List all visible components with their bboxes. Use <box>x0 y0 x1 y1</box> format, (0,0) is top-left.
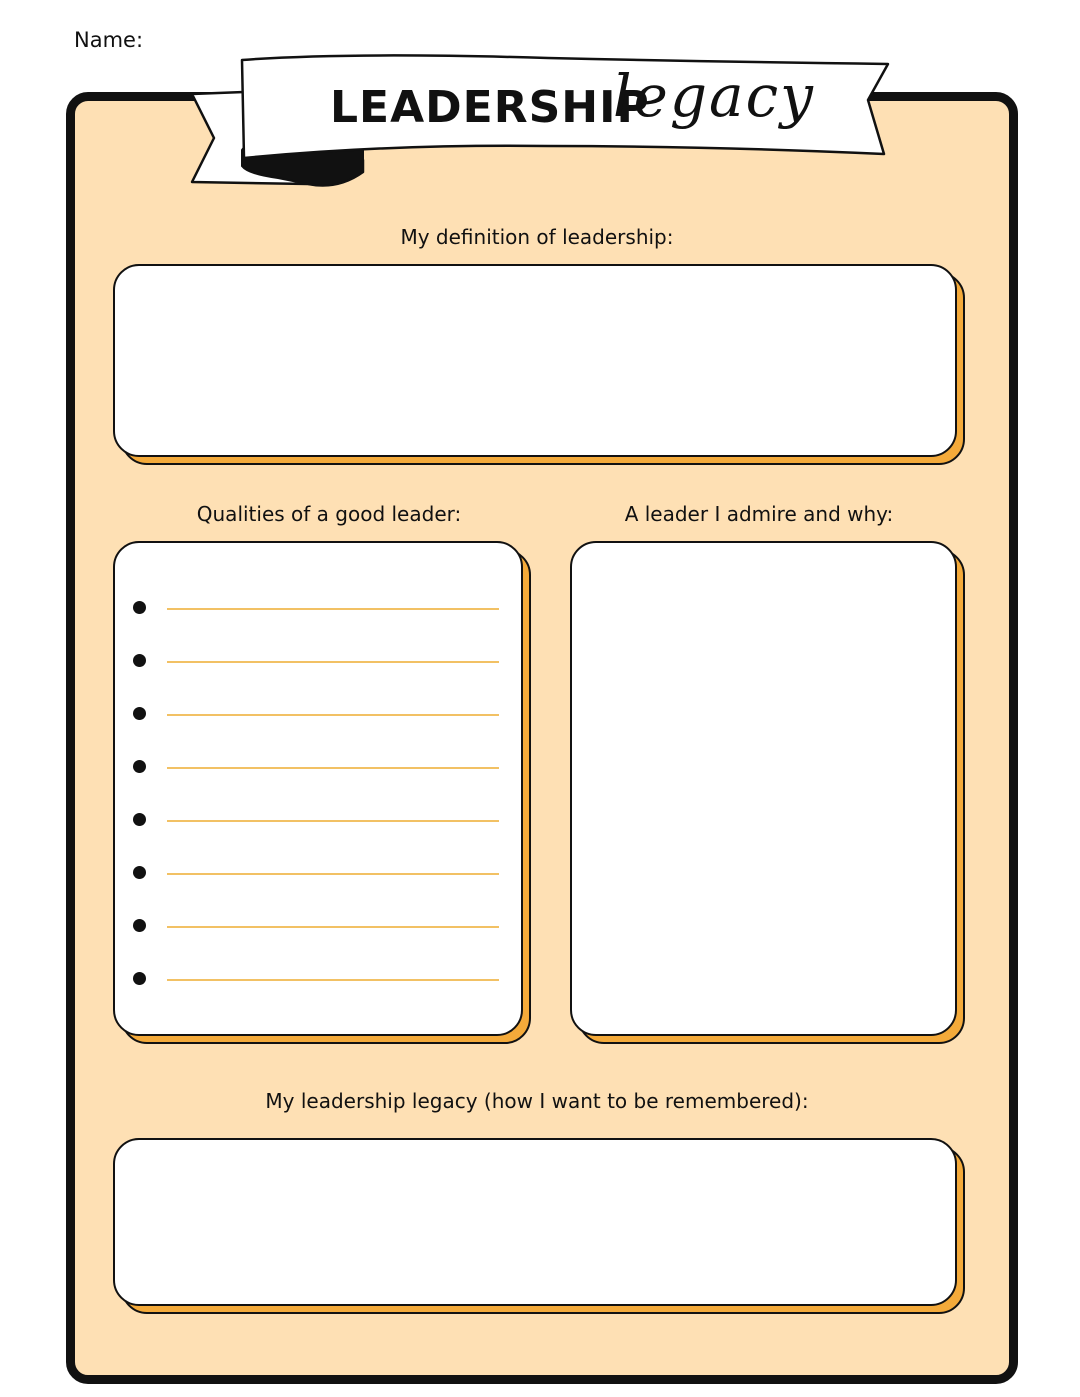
banner-title-bold: LEADERSHIP <box>330 82 650 133</box>
definition-box[interactable] <box>113 264 957 457</box>
bullet-icon <box>133 866 146 879</box>
name-label: Name: <box>74 28 144 52</box>
bullet-icon <box>133 760 146 773</box>
list-item[interactable] <box>133 972 499 986</box>
bullet-icon <box>133 601 146 614</box>
list-item[interactable] <box>133 601 499 615</box>
admire-writing-area[interactable] <box>570 541 957 1036</box>
list-item[interactable] <box>133 919 499 933</box>
legacy-box[interactable] <box>113 1138 957 1306</box>
list-item[interactable] <box>133 760 499 774</box>
admire-box[interactable] <box>570 541 957 1036</box>
definition-label: My definition of leadership: <box>400 225 674 249</box>
bullet-icon <box>133 654 146 667</box>
qualities-writing-area[interactable] <box>113 541 523 1036</box>
qualities-label: Qualities of a good leader: <box>196 502 462 526</box>
definition-writing-area[interactable] <box>113 264 957 457</box>
bullet-icon <box>133 707 146 720</box>
banner-title-script: legacy <box>613 62 815 130</box>
title-banner <box>188 54 892 190</box>
legacy-writing-area[interactable] <box>113 1138 957 1306</box>
qualities-box[interactable] <box>113 541 523 1036</box>
bullet-icon <box>133 919 146 932</box>
bullet-icon <box>133 972 146 985</box>
list-item[interactable] <box>133 813 499 827</box>
list-item[interactable] <box>133 707 499 721</box>
bullet-icon <box>133 813 146 826</box>
legacy-label: My leadership legacy (how I want to be remembered): <box>265 1089 809 1113</box>
list-item[interactable] <box>133 866 499 880</box>
list-item[interactable] <box>133 654 499 668</box>
admire-label: A leader I admire and why: <box>624 502 894 526</box>
